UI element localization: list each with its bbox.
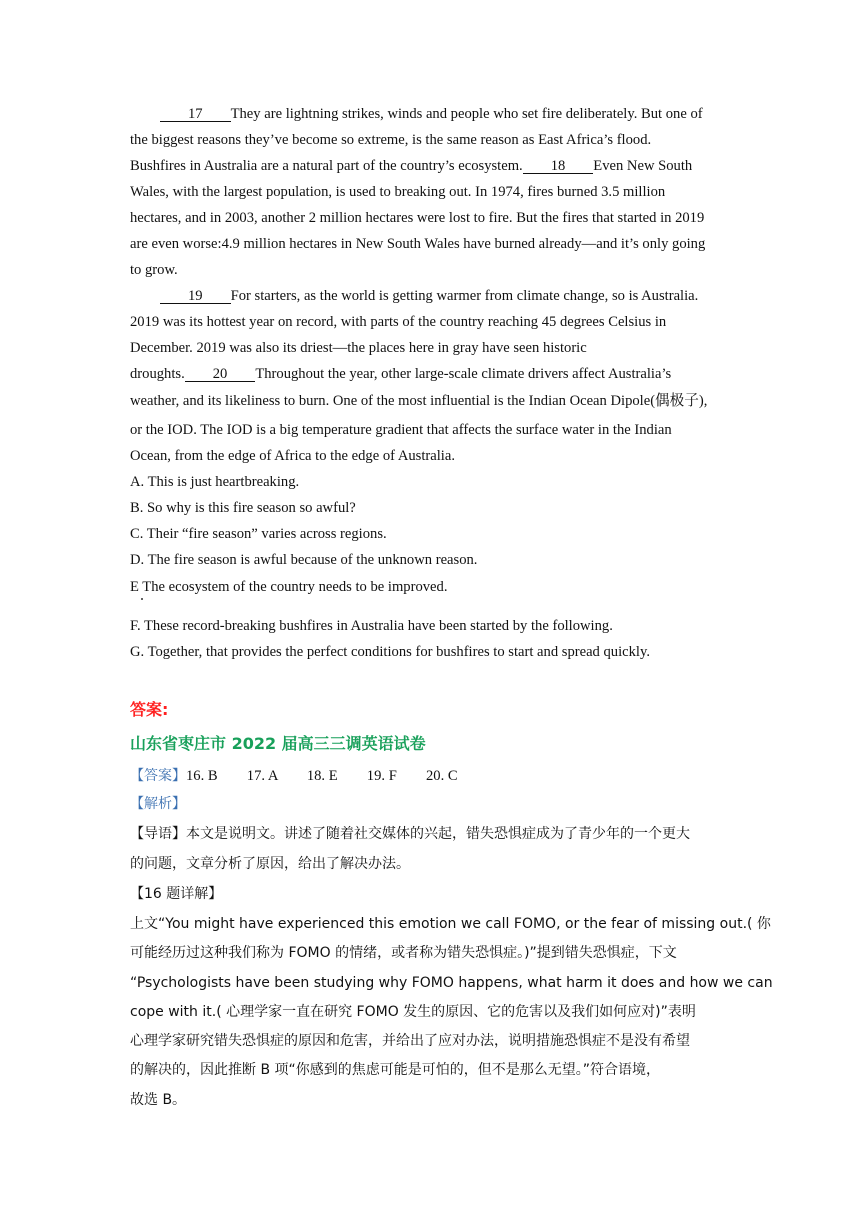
passage-line: are even worse:4.9 million hectares in New South Wales have burned already—and it’s only going [130, 236, 706, 252]
blank-17: 17 [160, 107, 231, 122]
passage-line: 2019 was its hottest year on record, with parts of the country reaching 45 degrees Celsius in [130, 314, 667, 330]
passage-line: the biggest reasons they’ve become so extreme, is the same reason as East Africa’s flood. [130, 132, 652, 148]
guide-tag: 【导语】 [130, 826, 186, 842]
passage-line: 19 For starters, as the world is getting warmer from climate change, so is Australia. [130, 287, 740, 305]
passage-line: Bushfires in Australia are a natural part of the country’s ecosystem. 18 Even New South [130, 158, 693, 174]
passage-line: Wales, with the largest population, is used to breaking out. In 1974, fires burned 3.5 million [130, 184, 666, 200]
option-c: C. Their “fire season” varies across regions. [130, 526, 387, 542]
answer-tag: 【答案】 [130, 768, 186, 784]
blank-20: 20 [185, 367, 256, 382]
passage-line: or the IOD. The IOD is a big temperature gradient that affects the surface water in the Indian [130, 422, 672, 438]
explanation-line: 心理学家研究错失恐惧症的原因和危害，并给出了应对办法，说明措施恐惧症不是没有希望 [130, 1033, 690, 1049]
exam-title: 山东省枣庄市 2022 届高三三调英语试卷 [130, 734, 426, 753]
answer-values: 16. B 17. A 18. E 19. F 20. C [186, 768, 458, 784]
blank-18: 18 [523, 159, 594, 174]
option-a: A. This is just heartbreaking. [130, 474, 300, 490]
passage-line: to grow. [130, 262, 178, 278]
option-d: D. The fire season is awful because of the unknown reason. [130, 552, 478, 568]
stray-dot [141, 598, 143, 600]
option-b: B. So why is this fire season so awful? [130, 500, 356, 516]
q16-tag: 【16 题详解】 [130, 886, 223, 902]
explanation-line: “Psychologists have been studying why FOMO happens, what harm it does and how we can [130, 975, 773, 991]
passage-line: hectares, and in 2003, another 2 million hectares were lost to fire. But the fires that started in 2019 [130, 210, 705, 226]
option-g: G. Together, that provides the perfect conditions for bushfires to start and spread quickly. [130, 644, 650, 660]
guide-line: 【导语】本文是说明文。讲述了随着社交媒体的兴起，错失恐惧症成为了青少年的一个更大 [130, 826, 690, 842]
passage-line: droughts. 20 Throughout the year, other large-scale climate drivers affect Australia’s [130, 366, 672, 382]
passage-line: weather, and its likeliness to burn. One of the most influential is the Indian Ocean Dipole(偶极子), [130, 393, 708, 409]
passage-line: Ocean, from the edge of Africa to the edge of Australia. [130, 448, 455, 464]
answer-heading: 答案: [130, 700, 169, 719]
option-e: E The ecosystem of the country needs to be improved. [130, 579, 448, 595]
explanation-line: 可能经历过这种我们称为 FOMO 的情绪，或者称为错失恐惧症。)”提到错失恐惧症，下文 [130, 945, 677, 961]
explanation-line: 上文“You might have experienced this emotion we call FOMO, or the fear of missing out.( 你 [130, 916, 771, 932]
answer-line [130, 767, 740, 785]
option-f: F. These record-breaking bushfires in Australia have been started by the following. [130, 618, 613, 634]
blank-19: 19 [160, 289, 231, 304]
guide-line: 的问题，文章分析了原因，给出了解决办法。 [130, 856, 410, 872]
explanation-line: 的解决的，因此推断 B 项“你感到的焦虑可能是可怕的，但不是那么无望。”符合语境， [130, 1062, 661, 1078]
explanation-line: 故选 B。 [130, 1092, 187, 1108]
passage-line: December. 2019 was also its driest—the places here in gray have seen historic [130, 340, 587, 356]
analysis-tag: 【解析】 [130, 796, 186, 812]
explanation-line: cope with it.( 心理学家一直在研究 FOMO 发生的原因、它的危害以及我们如何应对)”表明 [130, 1004, 696, 1020]
passage-line: 17 They are lightning strikes, winds and people who set fire deliberately. But one of [130, 105, 740, 123]
